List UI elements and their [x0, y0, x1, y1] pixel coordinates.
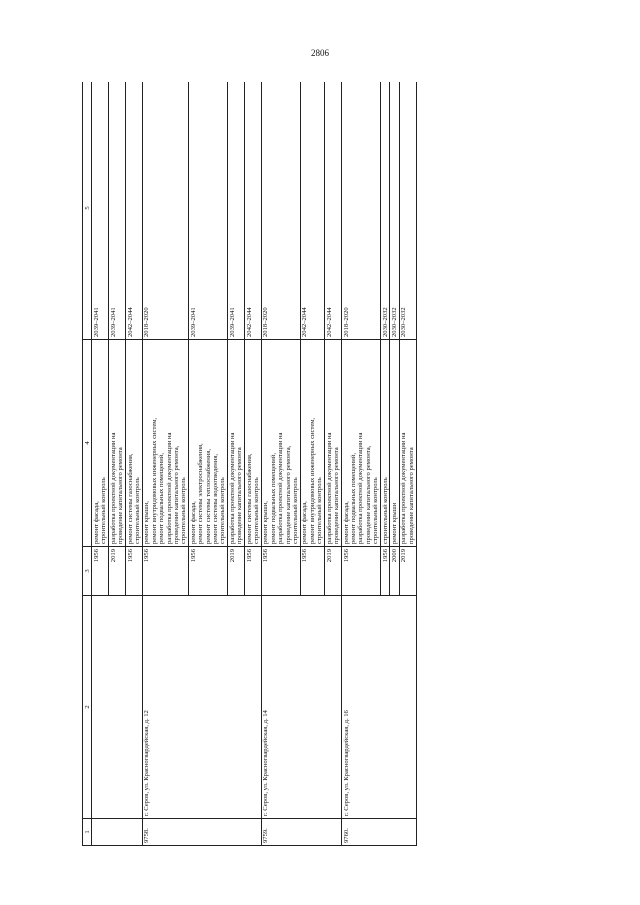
period-cell: 2018–2020 — [142, 82, 188, 340]
year-cell: 1956 — [381, 547, 390, 596]
work-item: строительный контроль — [180, 477, 188, 544]
address-cell — [189, 596, 228, 819]
header-col-4: 4 — [83, 340, 92, 547]
header-col-1: 1 — [83, 819, 92, 846]
table-row — [109, 82, 126, 846]
address-cell — [399, 596, 416, 819]
year-cell: 2019 — [325, 547, 342, 596]
row-number-cell — [390, 819, 399, 846]
table-row — [342, 82, 381, 846]
header-col-3: 3 — [83, 547, 92, 596]
work-types-cell — [381, 340, 390, 547]
table-row — [142, 82, 188, 846]
period-cell: 2042–2044 — [325, 82, 342, 340]
address-cell: г. Серов, ул. Красногвардейская, д. 12 — [142, 596, 188, 819]
work-item: разработка проектной документации на — [228, 432, 236, 544]
row-number-cell: 9759. — [261, 819, 300, 846]
period-cell: 2039–2041 — [228, 82, 245, 340]
work-item: ремонт крыши, — [262, 501, 270, 544]
period-cell: 2018–2020 — [342, 82, 381, 340]
work-item: ремонт фасада, — [92, 501, 100, 544]
row-number-cell — [189, 819, 228, 846]
header-col-5: 5 — [83, 82, 92, 340]
work-item: ремонт системы газоснабжения, — [245, 453, 253, 544]
work-types-cell — [245, 340, 262, 547]
address-cell — [381, 596, 390, 819]
address-cell — [92, 596, 109, 819]
table-row — [381, 82, 390, 846]
period-cell: 2030–2032 — [390, 82, 399, 340]
year-cell: 1956 — [126, 547, 143, 596]
work-item: строительный контроль — [133, 477, 141, 544]
work-types-cell — [189, 340, 228, 547]
table-row — [126, 82, 143, 846]
year-cell: 2000 — [390, 547, 399, 596]
row-number-cell — [126, 819, 143, 846]
period-cell: 2018–2020 — [261, 82, 300, 340]
work-item: разработка проектной документации на — [277, 432, 285, 544]
period-cell: 2042–2044 — [126, 82, 143, 340]
work-item: разработка проектной документации на — [400, 432, 408, 544]
period-cell: 2042–2044 — [300, 82, 324, 340]
work-types-cell — [261, 340, 300, 547]
work-item: ремонт фасада, — [301, 501, 309, 544]
row-number-cell — [228, 819, 245, 846]
work-item: строительный контроль — [292, 477, 300, 544]
work-item: строительный контроль — [100, 477, 108, 544]
address-cell — [325, 596, 342, 819]
row-number-cell — [381, 819, 390, 846]
address-cell — [126, 596, 143, 819]
work-item: проведение капитального ремонта — [236, 447, 244, 544]
header-row — [83, 82, 92, 846]
work-item: проведение капитального ремонта — [407, 447, 415, 544]
row-number-cell — [300, 819, 324, 846]
work-types-cell — [126, 340, 143, 547]
year-cell: 1956 — [300, 547, 324, 596]
address-cell — [245, 596, 262, 819]
table-row — [228, 82, 245, 846]
year-cell: 2019 — [228, 547, 245, 596]
work-types-cell — [399, 340, 416, 547]
row-number-cell: 9760. — [342, 819, 381, 846]
work-item: разработка проектной документации на — [165, 432, 173, 544]
work-item: разработка проектной документации на — [109, 432, 117, 544]
work-item: проведение капитального ремонта, — [364, 445, 372, 544]
row-number-cell — [325, 819, 342, 846]
work-types-cell — [142, 340, 188, 547]
period-cell: 2039–2041 — [92, 82, 109, 340]
period-cell: 2039–2041 — [109, 82, 126, 340]
work-item: проведение капитального ремонта, — [172, 445, 180, 544]
year-cell: 1956 — [245, 547, 262, 596]
page-number: 2806 — [311, 48, 329, 58]
year-cell: 2019 — [109, 547, 126, 596]
work-item: ремонт фасада, — [342, 501, 350, 544]
work-item: строительный контроль — [381, 477, 389, 544]
header-col-2: 2 — [83, 596, 92, 819]
table-row — [189, 82, 228, 846]
period-cell: 2030–2032 — [399, 82, 416, 340]
work-item: строительный контроль — [316, 477, 324, 544]
row-number-cell — [399, 819, 416, 846]
work-item: строительный контроль — [372, 477, 380, 544]
table-row — [245, 82, 262, 846]
work-item: ремонт системы водоотведения, — [212, 453, 219, 544]
work-item: проведение капитального ремонта — [333, 447, 341, 544]
work-types-cell — [342, 340, 381, 547]
period-cell: 2030–2032 — [381, 82, 390, 340]
address-cell: г. Серов, ул. Красногвардейская, д. 14 — [261, 596, 300, 819]
year-cell: 1956 — [261, 547, 300, 596]
work-types-cell — [300, 340, 324, 547]
work-item: ремонт системы газоснабжения, — [126, 453, 134, 544]
work-types-cell — [390, 340, 399, 547]
work-item: ремонт крыши, — [143, 501, 151, 544]
period-cell: 2042–2044 — [245, 82, 262, 340]
year-cell: 1956 — [142, 547, 188, 596]
row-number-cell — [92, 819, 109, 846]
work-item: ремонт системы электроснабжения, — [197, 443, 205, 544]
table-sheet — [82, 82, 578, 846]
row-number-cell — [245, 819, 262, 846]
year-cell: 1956 — [189, 547, 228, 596]
row-number-cell — [109, 819, 126, 846]
work-item: строительный контроль — [253, 477, 261, 544]
table-row — [261, 82, 300, 846]
work-item: проведение капитального ремонта, — [284, 445, 292, 544]
work-types-cell — [92, 340, 109, 547]
capital-repair-table — [82, 82, 417, 846]
work-types-cell — [109, 340, 126, 547]
work-item: проведение капитального ремонта — [117, 447, 125, 544]
row-number-cell: 9758. — [142, 819, 188, 846]
year-cell: 1956 — [342, 547, 381, 596]
work-item: ремонт подвальных помещений, — [158, 453, 166, 544]
address-cell — [228, 596, 245, 819]
address-cell — [300, 596, 324, 819]
work-item: ремонт подвальных помещений, — [269, 453, 277, 544]
work-item: разработка проектной документации на — [325, 432, 333, 544]
work-types-cell — [325, 340, 342, 547]
rotated-table-wrapper — [82, 82, 578, 846]
period-cell: 2039–2041 — [189, 82, 228, 340]
work-item: строительный контроль — [219, 477, 227, 544]
work-item: ремонт фасада, — [189, 501, 197, 544]
work-item: ремонт внутридомовых инженерных систем, — [308, 417, 316, 544]
table-row — [390, 82, 399, 846]
work-item: ремонт крыши — [390, 502, 398, 544]
address-cell — [390, 596, 399, 819]
table-row — [325, 82, 342, 846]
work-item: ремонт подвальных помещений, — [349, 453, 357, 544]
address-cell: г. Серов, ул. Красногвардейская, д. 16 — [342, 596, 381, 819]
work-item: ремонт внутридомовых инженерных систем, — [150, 417, 158, 544]
work-item: разработка проектной документации на — [357, 432, 365, 544]
table-row — [92, 82, 109, 846]
table-row — [300, 82, 324, 846]
work-item: ремонт системы теплоснабжения, — [204, 449, 212, 544]
table-row — [399, 82, 416, 846]
address-cell — [109, 596, 126, 819]
year-cell: 1956 — [92, 547, 109, 596]
work-types-cell — [228, 340, 245, 547]
year-cell: 2019 — [399, 547, 416, 596]
